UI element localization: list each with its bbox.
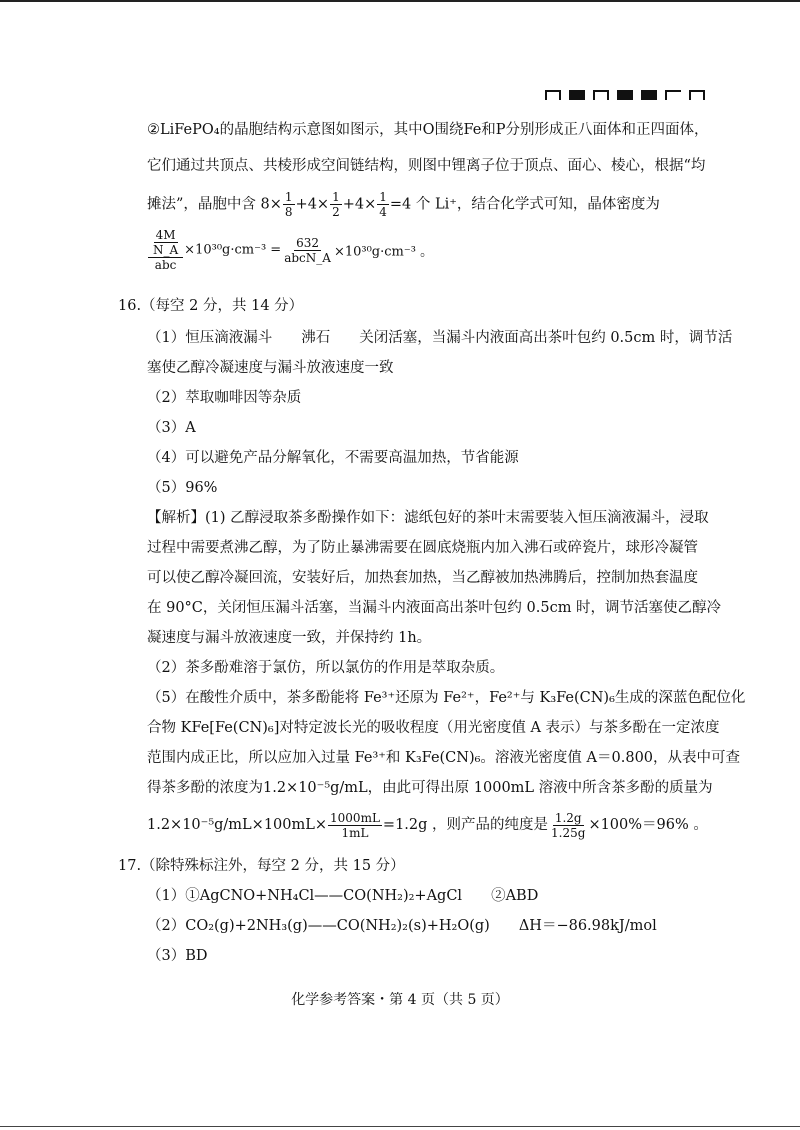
frac-num: 1.2g [554, 810, 582, 825]
e11-mid: =1.2g ，则产品的纯度是 [382, 817, 549, 833]
frac-num: 1 [379, 190, 387, 204]
top-border [0, 0, 800, 2]
frac-num: 1 [284, 190, 293, 204]
item16-explain7: （5）在酸性介质中，茶多酚能将 Fe³⁺还原为 Fe²⁺，Fe²⁺与 K₃Fe(CN)₆生成的深蓝色配位化 [147, 690, 746, 706]
item16-explain9: 范围内成正比，所以应加入过量 Fe³⁺和 K₃Fe(CN)₆。溶液光密度值 A＝0.800，从表中可查 [147, 750, 741, 766]
e11-pre: 1.2×10⁻⁵g/mL×100mL× [147, 817, 328, 833]
bottom-border [0, 1126, 800, 1127]
item17-answer1: （1）①AgCNO+NH₄Cl——CO(NH₂)₂+AgCl ②ABD [147, 888, 539, 904]
item16-explain11 [147, 810, 708, 840]
item15-l3-mid2: +4× [342, 196, 377, 213]
frac-num: 1000mL [330, 810, 380, 825]
density-num [148, 228, 183, 258]
e11-post: ×100%＝96% 。 [588, 817, 708, 833]
fraction [328, 811, 382, 840]
item16-explain5: 凝速度与漏斗放液速度一致，并保持约 1h。 [147, 630, 432, 646]
item17-answer2: （2）CO₂(g)+2NH₃(g)——CO(NH₂)₂(s)+H₂O(g) ΔH＝−86.98kJ/mol [147, 918, 657, 934]
fraction [282, 236, 333, 265]
item16-answer5: （5）96% [147, 480, 218, 496]
item16-title: 16.（每空 2 分，共 14 分） [118, 298, 304, 314]
frac-den: 1.25g [551, 825, 586, 840]
item17-title: 17.（除特殊标注外，每空 2 分，共 15 分） [118, 858, 405, 874]
item16-explain8: 合物 KFe[Fe(CN)₆]对特定波长光的吸收程度（用光密度值 A 表示）与茶多酚在一定浓度 [147, 720, 720, 736]
item16-explain6: （2）茶多酚难溶于氯仿，所以氯仿的作用是萃取杂质。 [147, 660, 505, 676]
frac-num: 1 [332, 190, 340, 204]
item16-answer1: （1）恒压滴液漏斗 沸石 关闭活塞，当漏斗内液面高出茶叶包约 0.5cm 时，调节活 [147, 330, 733, 346]
item16-explain3: 可以使乙醇冷凝回流，安装好后，加热套加热，当乙醇被加热沸腾后，控制加热套温度 [147, 570, 698, 586]
fraction [330, 190, 342, 219]
frac-den: N_A [153, 243, 179, 257]
item16-answer1b: 塞使乙醇冷凝速度与漏斗放液速度一致 [147, 360, 394, 376]
header-mark [641, 90, 657, 100]
frac-den: 2 [332, 205, 340, 219]
frac-num: 4M [155, 228, 176, 242]
item16-explain4: 在 90°C，关闭恒压漏斗活塞，当漏斗内液面高出茶叶包约 0.5cm 时，调节活塞使乙醇冷 [147, 600, 722, 616]
item16-explain1: 【解析】(1) 乙醇浸取茶多酚操作如下：滤纸包好的茶叶末需要装入恒压滴液漏斗，浸取 [147, 510, 709, 526]
header-mark [593, 90, 609, 100]
page-footer: 化学参考答案・第 4 页（共 5 页） [291, 992, 509, 1008]
frac-den: abcN_A [284, 250, 331, 265]
fraction [549, 811, 587, 840]
item16-answer4: （4）可以避免产品分解氧化，不需要高温加热，节省能源 [147, 450, 519, 466]
item15-line2: 它们通过共顶点、共棱形成空间链结构，则图中锂离子位于顶点、面心、棱心，根据“均 [147, 158, 706, 174]
item15-l3-pre: 摊法”，晶胞中含 8× [147, 196, 282, 213]
item15-l3-post: =4 个 Li⁺，结合化学式可知，晶体密度为 [389, 196, 660, 213]
header-marks [545, 90, 705, 100]
item16-explain10: 得茶多酚的浓度为1.2×10⁻⁵g/mL，由此可得出原 1000mL 溶液中所含茶多酚的质量为 [147, 780, 713, 796]
density-formula [147, 228, 433, 272]
density-mid: ×10³⁰g·cm⁻³ = [184, 242, 282, 258]
inner-fraction [151, 228, 180, 257]
header-mark [689, 90, 705, 100]
density-post: ×10³⁰g·cm⁻³ 。 [333, 244, 434, 260]
item16-answer2: （2）萃取咖啡因等杂质 [147, 390, 302, 406]
header-mark [665, 90, 681, 100]
density-fraction [148, 228, 183, 272]
header-mark [617, 90, 633, 100]
frac-den: 8 [284, 205, 293, 219]
item17-answer3: （3）BD [147, 948, 208, 964]
fraction [377, 190, 389, 219]
item15-line3 [147, 190, 660, 219]
density-den: abc [154, 258, 177, 272]
header-mark [545, 90, 561, 100]
item15-l3-mid1: +4× [295, 196, 330, 213]
fraction [283, 190, 295, 219]
item16-explain2: 过程中需要煮沸乙醇，为了防止暴沸需要在圆底烧瓶内加入沸石或碎瓷片，球形冷凝管 [147, 540, 698, 556]
frac-den: 4 [379, 205, 387, 219]
header-mark [569, 90, 585, 100]
item16-answer3: （3）A [147, 420, 196, 436]
frac-num: 632 [296, 235, 320, 250]
item15-line1: ②LiFePO₄的晶胞结构示意图如图示，其中O围绕Fe和P分别形成正八面体和正四面体， [147, 122, 709, 138]
frac-den: 1mL [341, 825, 369, 840]
